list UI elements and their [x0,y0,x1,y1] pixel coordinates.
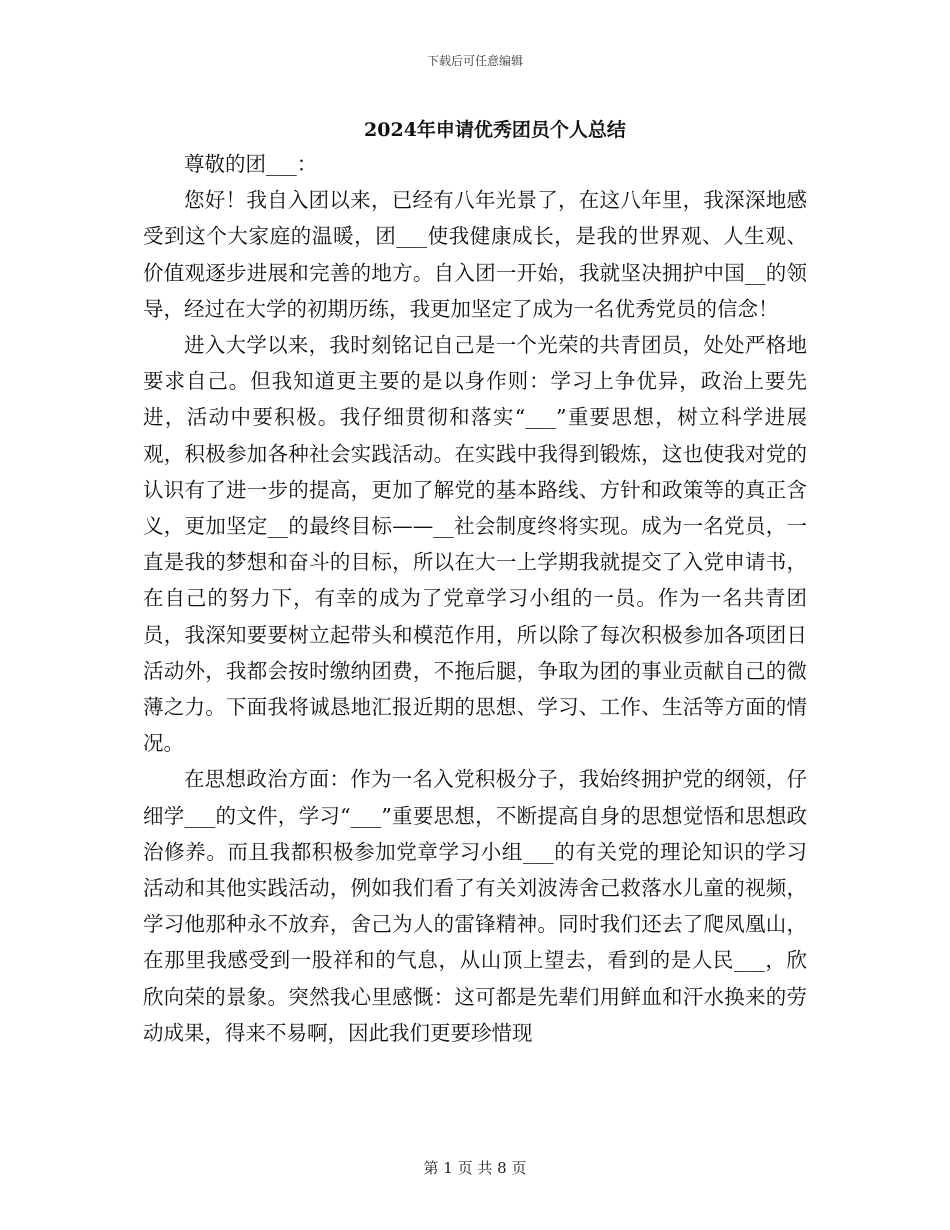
page-footer: 第 1 页 共 8 页 [423,1159,527,1177]
document-body [143,146,807,1051]
paragraph-2: 进入大学以来，我时刻铭记自己是一个光荣的共青团员，处处严格地要求自己。但我知道更主要的是以身作则：学习上争优异，政治上要先进，活动中要积极。我仔细贯彻和落实“___”重要思想，树立科学进展观，积极参加各种社会实践活动。在实践中我得到锻炼，这也使我对党的认识有了进一步的提高，更加了解党的基本路线、方针和政策等的真正含义，更加坚定__的最终目标——__社会制度终将实现。成为一名党员，一直是我的梦想和奋斗的目标，所以在大一上学期我就提交了入党申请书，在自己的努力下，有幸的成为了党章学习小组的一员。作为一名共青团员，我深知要要树立起带头和模范作用，所以除了每次积极参加各项团日活动外，我都会按时缴纳团费，不拖后腿，争取为团的事业贡献自己的微薄之力。下面我将诚恳地汇报近期的思想、学习、工作、生活等方面的情况。 [143,333,807,756]
paragraph-3: 在思想政治方面：作为一名入党积极分子，我始终拥护党的纲领，仔细学___的文件，学习“___”重要思想，不断提高自身的思想觉悟和思想政治修养。而且我都积极参加党章学习小组___的有关党的理论知识的学习活动和其他实践活动，例如我们看了有关刘波涛舍己救落水儿童的视频，学习他那种永不放弃，舍己为人的雷锋精神。同时我们还去了爬凤凰山，在那里我感受到一股祥和的气息，从山顶上望去，看到的是人民___，欣欣向荣的景象。突然我心里感慨：这可都是先辈们用鲜血和汗水换来的劳动成果，得来不易啊，因此我们更要珍惜现 [143,767,807,1045]
paragraph-1: 您好！我自入团以来，已经有八年光景了，在这八年里，我深深地感受到这个大家庭的温暖，团___使我健康成长，是我的世界观、人生观、价值观逐步进展和完善的地方。自入团一开始，我就坚决拥护中国__的领导，经过在大学的初期历练，我更加坚定了成为一名优秀党员的信念！ [143,188,807,321]
salutation: 尊敬的团___： [184,152,318,176]
document-title: 2024年申请优秀团员个人总结 [364,119,626,141]
header-note: 下载后可任意编辑 [426,54,523,68]
